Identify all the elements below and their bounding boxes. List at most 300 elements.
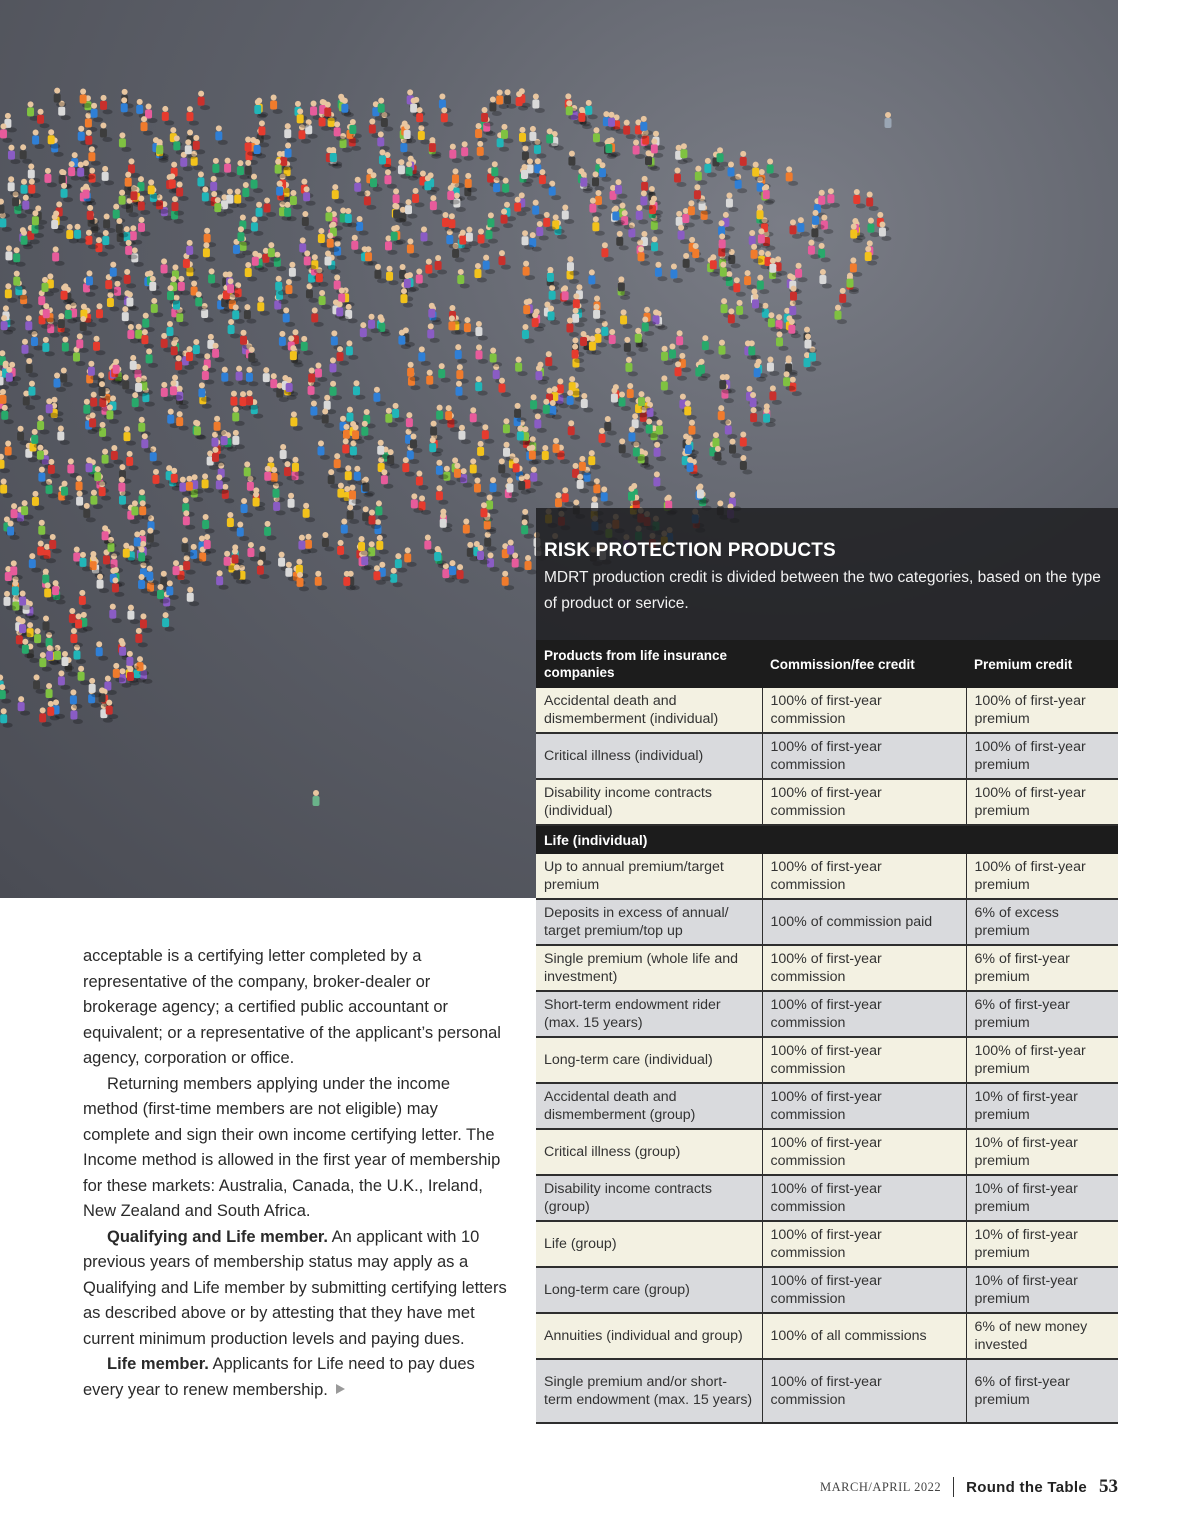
- crowd-figure: [661, 375, 674, 395]
- crowd-figure: [740, 151, 753, 171]
- crowd-figure: [141, 433, 154, 453]
- crowd-figure: [404, 547, 417, 567]
- crowd-figure: [866, 191, 879, 211]
- crowd-figure: [642, 317, 655, 337]
- crowd-figure: [420, 226, 433, 246]
- crowd-figure: [251, 174, 264, 194]
- cell-product: Long-term care (individual): [536, 1037, 762, 1083]
- crowd-figure: [302, 211, 315, 231]
- crowd-figure: [122, 374, 135, 394]
- crowd-figure: [28, 381, 41, 401]
- crowd-figure: [482, 424, 495, 444]
- crowd-figure: [609, 329, 622, 349]
- crowd-figure: [674, 168, 687, 188]
- crowd-figure: [102, 166, 115, 186]
- crowd-figure: [146, 566, 159, 586]
- cell-commission: 100% of first-year commission: [762, 1359, 966, 1423]
- crowd-figure: [588, 450, 601, 470]
- crowd-figure: [47, 273, 60, 293]
- crowd-figure: [79, 590, 92, 610]
- crowd-figure: [215, 125, 228, 145]
- crowd-figure: [585, 100, 598, 120]
- crowd-figure: [483, 255, 496, 275]
- crowd-figure: [138, 489, 151, 509]
- crowd-figure: [42, 337, 55, 357]
- crowd-figure: [0, 684, 11, 704]
- crowd-figure: [653, 471, 666, 491]
- crowd-figure: [378, 98, 391, 118]
- page-number: 53: [1099, 1476, 1118, 1497]
- crowd-figure: [93, 336, 106, 356]
- crowd-figure: [10, 560, 23, 580]
- crowd-figure: [176, 411, 189, 431]
- crowd-figure: [244, 461, 257, 481]
- crowd-figure: [769, 385, 782, 405]
- crowd-figure: [102, 525, 115, 545]
- crowd-figure: [290, 411, 303, 431]
- crowd-figure: [879, 222, 892, 242]
- crowd-figure: [718, 340, 731, 360]
- cell-product: Short-term endowment rider (max. 15 years): [536, 991, 762, 1037]
- cell-premium: 10% of first-year premium: [966, 1267, 1118, 1313]
- magazine-name: Round the Table: [966, 1478, 1087, 1496]
- crowd-figure: [678, 225, 691, 245]
- crowd-figure: [216, 570, 229, 590]
- crowd-figure: [532, 312, 545, 332]
- crowd-figure: [407, 238, 420, 258]
- crowd-figure: [32, 130, 45, 150]
- cell-product: Accidental death and dismemberment (individual): [536, 688, 762, 733]
- crowd-figure: [73, 644, 86, 664]
- cell-product: Single premium (whole life and investment): [536, 945, 762, 991]
- crowd-figure: [726, 193, 739, 213]
- crowd-figure: [96, 303, 109, 323]
- crowd-figure: [124, 269, 136, 289]
- crowd-figure: [461, 141, 474, 161]
- crowd-figure: [628, 486, 641, 506]
- crowd-figure: [221, 367, 234, 387]
- crowd-figure: [436, 485, 449, 505]
- table-row: [536, 945, 1118, 991]
- crowd-figure: [270, 95, 283, 115]
- cell-commission: 100% of first-year commission: [762, 1129, 966, 1175]
- crowd-figure: [33, 674, 46, 694]
- crowd-figure: [123, 426, 135, 446]
- cell-premium: 100% of first-year premium: [966, 733, 1118, 779]
- crowd-figure: [498, 378, 511, 398]
- section-label: Life (individual): [536, 825, 1118, 854]
- paragraph-text: An applicant with 10 previous years of membership status may apply as a Qualifying and Life member by submitting certifying letters as described above or by attesting that they have met current minimum production levels and paying dues.: [83, 1227, 507, 1348]
- crowd-figure: [562, 205, 575, 225]
- crowd-figure: [198, 91, 211, 111]
- crowd-figure: [303, 186, 316, 206]
- crowd-figure: [548, 306, 561, 326]
- crowd-figure: [728, 161, 741, 181]
- crowd-figure: [67, 458, 80, 478]
- cell-premium: 10% of first-year premium: [966, 1175, 1118, 1221]
- crowd-figure: [885, 118, 892, 128]
- crowd-figure: [90, 555, 103, 575]
- crowd-figure: [601, 486, 614, 506]
- crowd-figure: [224, 158, 237, 178]
- table-section-row: [536, 825, 1118, 854]
- crowd-figure: [588, 269, 601, 289]
- crowd-figure: [240, 330, 253, 350]
- crowd-figure: [102, 230, 115, 250]
- crowd-figure: [477, 141, 490, 161]
- crowd-figure: [290, 190, 303, 210]
- paragraph-text: Applicants for Life need to pay dues every year to renew membership.: [83, 1355, 475, 1399]
- crowd-figure: [44, 168, 57, 188]
- crowd-figure: [119, 132, 132, 152]
- crowd-figure: [535, 365, 548, 385]
- cell-product: Up to annual premium/target premium: [536, 854, 762, 899]
- crowd-figure: [146, 348, 159, 368]
- crowd-figure: [522, 324, 535, 344]
- crowd-figure: [670, 263, 683, 283]
- production-credit-table: [536, 640, 1118, 1424]
- crowd-figure: [301, 336, 314, 356]
- crowd-figure: [32, 491, 44, 511]
- crowd-figure: [619, 438, 632, 458]
- crowd-figure: [0, 479, 13, 499]
- cell-product: Life (group): [536, 1221, 762, 1267]
- cell-premium: 10% of first-year premium: [966, 1221, 1118, 1267]
- cell-premium: 6% of first-year premium: [966, 1359, 1118, 1423]
- crowd-figure: [532, 200, 545, 220]
- crowd-figure: [475, 321, 488, 341]
- crowd-figure: [334, 453, 347, 473]
- crowd-figure: [297, 108, 310, 128]
- crowd-figure: [384, 169, 397, 189]
- crowd-figure: [142, 313, 155, 333]
- crowd-figure: [458, 425, 471, 445]
- crowd-figure: [788, 319, 801, 339]
- crowd-figure: [562, 487, 575, 507]
- crowd-figure: [284, 123, 297, 143]
- issue-date: MARCH/APRIL 2022: [820, 1479, 942, 1494]
- crowd-figure: [763, 184, 776, 204]
- cell-product: Critical illness (group): [536, 1129, 762, 1175]
- article-body: [83, 944, 508, 1403]
- crowd-figure: [377, 131, 390, 151]
- crowd-figure: [346, 340, 359, 360]
- crowd-figure: [625, 357, 638, 377]
- crowd-figure: [330, 381, 343, 401]
- cell-premium: 6% of excess premium: [966, 899, 1118, 945]
- cell-commission: 100% of first-year commission: [762, 688, 966, 733]
- crowd-figure: [744, 270, 757, 290]
- crowd-figure: [486, 494, 499, 514]
- crowd-figure: [34, 628, 47, 648]
- cell-premium: 100% of first-year premium: [966, 1037, 1118, 1083]
- crowd-figure: [621, 210, 634, 230]
- crowd-figure: [362, 477, 375, 497]
- crowd-figure: [94, 466, 107, 486]
- header-commission-credit: Commission/fee credit: [762, 640, 966, 688]
- crowd-figure: [141, 329, 154, 349]
- crowd-figure: [498, 458, 511, 478]
- crowd-figure: [581, 393, 594, 413]
- table-row: [536, 1359, 1118, 1423]
- cell-commission: 100% of commission paid: [762, 899, 966, 945]
- crowd-figure: [440, 513, 453, 533]
- cell-commission: 100% of first-year commission: [762, 1221, 966, 1267]
- triangle-right-icon: [336, 1384, 345, 1394]
- crowd-figure: [449, 144, 462, 164]
- cell-premium: 6% of first-year premium: [966, 991, 1118, 1037]
- crowd-figure: [532, 93, 545, 113]
- crowd-figure: [235, 282, 248, 302]
- crowd-figure: [337, 540, 350, 560]
- crowd-figure: [191, 280, 204, 300]
- crowd-figure: [106, 700, 119, 720]
- run-in-heading: Life member.: [107, 1355, 209, 1373]
- crowd-figure: [718, 405, 731, 425]
- crowd-figure: [111, 445, 124, 465]
- crowd-figure: [752, 293, 765, 313]
- crowd-figure: [100, 123, 113, 143]
- crowd-figure: [208, 268, 221, 288]
- cell-commission: 100% of first-year commission: [762, 1037, 966, 1083]
- crowd-figure: [96, 641, 109, 661]
- crowd-figure: [593, 127, 606, 147]
- crowd-figure: [351, 235, 364, 255]
- header-products: Products from life insurance companies: [536, 640, 762, 688]
- crowd-figure: [264, 197, 277, 217]
- cell-product: Disability income contracts (individual): [536, 779, 762, 825]
- crowd-figure: [112, 577, 125, 597]
- crowd-figure: [616, 231, 629, 251]
- crowd-figure: [702, 335, 715, 355]
- crowd-figure: [319, 290, 332, 310]
- crowd-figure: [568, 151, 581, 171]
- cell-commission: 100% of first-year commission: [762, 733, 966, 779]
- crowd-figure: [151, 298, 164, 318]
- crowd-figure: [476, 344, 489, 364]
- crowd-figure: [62, 336, 75, 356]
- cell-premium: 100% of first-year premium: [966, 688, 1118, 733]
- cell-commission: 100% of all commissions: [762, 1313, 966, 1359]
- crowd-figure: [254, 99, 266, 119]
- crowd-figure: [176, 181, 189, 201]
- crowd-figure: [232, 430, 245, 450]
- crowd-figure: [311, 307, 324, 327]
- table-row: [536, 1313, 1118, 1359]
- crowd-figure: [305, 119, 318, 139]
- crowd-figure: [257, 296, 270, 316]
- cell-commission: 100% of first-year commission: [762, 854, 966, 899]
- crowd-figure-head: [885, 112, 891, 118]
- crowd-figure: [456, 364, 469, 384]
- crowd-figure: [438, 363, 451, 383]
- crowd-figure: [378, 317, 391, 337]
- crowd-figure: [317, 440, 330, 460]
- cell-premium: 100% of first-year premium: [966, 779, 1118, 825]
- crowd-figure: [247, 542, 260, 562]
- crowd-figure: [834, 305, 847, 325]
- crowd-figure: [503, 418, 516, 438]
- paragraph: Returning members applying under the income method (first-time members are not eligible) may complete and sign their own income certifying letter. The Income method is allowed in the first year of membership for these markets: Australia, Canada, the U.K., Ireland, New Zealand and South Africa.: [83, 1074, 501, 1220]
- crowd-figure: [503, 442, 516, 462]
- crowd-figure: [241, 498, 254, 518]
- crowd-figure: [8, 176, 21, 196]
- crowd-figure: [25, 315, 37, 335]
- crowd-figure: [592, 216, 605, 236]
- crowd-figure: [767, 356, 780, 376]
- table-row: [536, 1083, 1118, 1129]
- crowd-figure: [289, 262, 302, 282]
- crowd-figure: [37, 109, 50, 129]
- crowd-figure: [149, 276, 162, 296]
- sidebar-heading-panel: [536, 508, 1118, 640]
- crowd-figure: [412, 188, 425, 208]
- crowd-figure: [303, 503, 316, 523]
- crowd-figure: [530, 394, 543, 414]
- cell-premium: 100% of first-year premium: [966, 854, 1118, 899]
- table-row: [536, 1175, 1118, 1221]
- crowd-figure: [244, 304, 257, 324]
- crowd-figure: [692, 243, 705, 263]
- crowd-figure: [78, 666, 91, 686]
- crowd-figure: [655, 262, 668, 282]
- crowd-figure: [370, 172, 383, 192]
- crowd-figure: [161, 258, 174, 278]
- sidebar-title: RISK PROTECTION PRODUCTS: [544, 540, 836, 561]
- crowd-figure: [827, 188, 840, 208]
- crowd-figure: [513, 457, 526, 477]
- crowd-figure: [202, 473, 215, 493]
- crowd-figure: [697, 484, 710, 504]
- crowd-figure: [52, 246, 64, 266]
- crowd-figure: [763, 408, 776, 428]
- crowd-figure: [418, 346, 431, 366]
- cell-product: Critical illness (individual): [536, 733, 762, 779]
- crowd-figure: [288, 493, 301, 513]
- crowd-figure: [464, 317, 477, 337]
- crowd-figure: [455, 381, 468, 401]
- crowd-figure: [162, 106, 175, 126]
- crowd-figure: [0, 199, 10, 219]
- table-row: [536, 854, 1118, 899]
- crowd-figure: [694, 184, 707, 204]
- crowd-figure: [138, 217, 151, 237]
- crowd-figure: [542, 445, 555, 465]
- paragraph: [83, 1352, 508, 1403]
- crowd-figure: [310, 401, 323, 421]
- crowd-figure: [736, 300, 749, 320]
- crowd-figure: [145, 104, 158, 124]
- crowd-figure: [430, 195, 443, 215]
- crowd-figure: [416, 471, 429, 491]
- crowd-figure: [808, 240, 821, 259]
- crowd-figure: [109, 604, 122, 624]
- crowd-figure: [498, 250, 511, 270]
- cell-product: Accidental death and dismemberment (group): [536, 1083, 762, 1129]
- crowd-figure: [523, 261, 536, 281]
- crowd-figure: [322, 532, 335, 552]
- crowd-figure: [140, 613, 153, 633]
- crowd-figure: [623, 120, 636, 139]
- crowd-figure: [435, 255, 448, 275]
- crowd-figure: [5, 441, 18, 461]
- table-row: [536, 1129, 1118, 1175]
- header-premium-credit: Premium credit: [966, 640, 1118, 688]
- crowd-figure: [264, 521, 277, 541]
- crowd-figure: [684, 400, 697, 420]
- crowd-figure: [13, 271, 26, 291]
- crowd-figure: [97, 574, 110, 594]
- crowd-figure: [466, 227, 479, 247]
- crowd-figure: [416, 107, 429, 127]
- cell-product: Long-term care (group): [536, 1267, 762, 1313]
- crowd-figure: [334, 121, 347, 141]
- crowd-figure: [7, 520, 20, 540]
- cell-product: Single premium and/or short-term endowment (max. 15 years): [536, 1359, 762, 1423]
- crowd-figure: [418, 125, 431, 145]
- crowd-figure: [17, 426, 30, 446]
- crowd-figure: [232, 304, 245, 324]
- crowd-figure: [356, 216, 369, 236]
- crowd-figure: [484, 532, 497, 552]
- crowd-figure: [429, 437, 442, 457]
- crowd-figure: [237, 521, 250, 541]
- crowd-figure: [529, 126, 542, 146]
- table-row: [536, 688, 1118, 733]
- crowd-figure: [406, 412, 419, 432]
- cell-premium: 10% of first-year premium: [966, 1083, 1118, 1129]
- cell-commission: 100% of first-year commission: [762, 779, 966, 825]
- crowd-figure: [57, 426, 70, 446]
- crowd-figure: [280, 444, 293, 464]
- crowd-figure: [1, 405, 14, 425]
- crowd-figure: [166, 321, 179, 341]
- crowd-figure: [212, 158, 225, 178]
- crowd-figure: [754, 362, 767, 382]
- crowd-figure: [463, 518, 476, 538]
- crowd-figure: [530, 467, 543, 487]
- crowd-figure: [605, 138, 618, 158]
- crowd-figure: [714, 446, 727, 466]
- crowd-figure: [502, 571, 515, 591]
- crowd-figure: [126, 451, 139, 471]
- crowd-figure: [88, 146, 101, 166]
- crowd-figure: [212, 343, 225, 363]
- crowd-figure: [127, 605, 140, 625]
- crowd-figure: [48, 129, 61, 149]
- crowd-figure: [545, 351, 558, 371]
- crowd-figure: [601, 242, 614, 262]
- crowd-figure: [0, 708, 12, 728]
- crowd-figure: [381, 469, 394, 489]
- crowd-figure: [595, 190, 608, 210]
- crowd-figure: [43, 616, 56, 636]
- crowd-figure: [474, 478, 487, 498]
- crowd-figure: [427, 323, 440, 343]
- crowd-figure: [797, 217, 810, 237]
- crowd-figure: [776, 331, 789, 351]
- crowd-figure: [315, 362, 328, 382]
- crowd-figure: [193, 339, 206, 359]
- cell-commission: 100% of first-year commission: [762, 1083, 966, 1129]
- crowd-figure: [568, 420, 581, 440]
- crowd-figure: [186, 106, 199, 126]
- table-row: [536, 779, 1118, 825]
- paragraph: [83, 1225, 508, 1353]
- crowd-figure: [615, 179, 628, 199]
- crowd-figure: [18, 696, 31, 716]
- crowd-figure: [379, 562, 392, 582]
